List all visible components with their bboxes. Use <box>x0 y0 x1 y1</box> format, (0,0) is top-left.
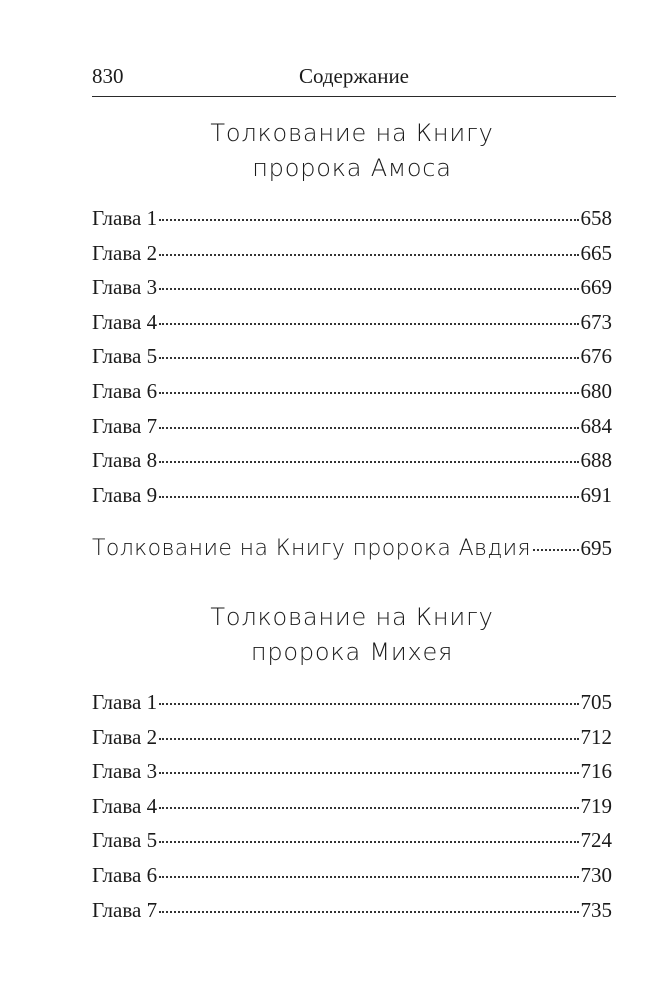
toc-entry-page: 673 <box>580 309 612 334</box>
toc-entry-label: Глава 2 <box>92 240 158 265</box>
section-heading-line: пророка Михея <box>250 638 454 666</box>
toc-entry-label: Глава 3 <box>92 759 158 784</box>
dot-leader <box>159 427 578 429</box>
toc-section-obadiah <box>92 536 612 561</box>
toc-entry-page: 658 <box>580 206 612 230</box>
toc-entry-page: 716 <box>580 759 612 784</box>
toc-entry-label: Глава 1 <box>92 206 158 230</box>
toc-entry[interactable] <box>92 310 612 345</box>
dot-leader <box>159 807 578 809</box>
toc-entry[interactable] <box>92 275 612 310</box>
toc-entry[interactable] <box>92 206 612 241</box>
section-heading <box>92 600 612 670</box>
dot-leader <box>159 772 578 774</box>
page-number: 830 <box>92 64 124 88</box>
toc-entry-page: 705 <box>580 690 612 714</box>
toc-entry-page: 735 <box>580 897 612 922</box>
dot-leader <box>159 288 578 290</box>
dot-leader <box>159 392 578 394</box>
section-heading-line: пророка Амоса <box>252 154 452 182</box>
toc-entry[interactable] <box>92 414 612 449</box>
toc-entry[interactable] <box>92 241 612 276</box>
toc-entry-label: Глава 5 <box>92 344 158 369</box>
toc-entry-page: 695 <box>580 536 612 560</box>
toc-entry-label: Глава 7 <box>92 413 158 438</box>
toc-entry[interactable] <box>92 690 612 725</box>
toc-list <box>92 690 612 932</box>
toc-entry[interactable] <box>92 536 612 561</box>
toc-entry-label: Толкование на Книгу пророка Авдия <box>92 536 531 561</box>
dot-leader <box>159 219 578 221</box>
toc-entry-label: Глава 4 <box>92 309 158 334</box>
toc-list <box>92 206 612 517</box>
toc-entry-page: 719 <box>580 793 612 818</box>
section-heading-line: Толкование на Книгу <box>210 119 494 147</box>
toc-entry-page: 684 <box>580 413 612 438</box>
toc-entry-page: 688 <box>580 448 612 473</box>
toc-entry[interactable] <box>92 828 612 863</box>
dot-leader <box>159 461 578 463</box>
running-head-title: Содержание <box>298 64 410 88</box>
dot-leader <box>159 703 578 705</box>
toc-entry-label: Глава 2 <box>92 724 158 749</box>
toc-entry-page: 680 <box>580 378 612 403</box>
toc-entry-page: 724 <box>580 828 612 853</box>
toc-entry[interactable] <box>92 344 612 379</box>
toc-entry-label: Глава 4 <box>92 793 158 818</box>
toc-entry-label: Глава 6 <box>92 862 158 887</box>
toc-entry[interactable] <box>92 794 612 829</box>
dot-leader <box>159 254 578 256</box>
running-head <box>92 58 616 97</box>
dot-leader <box>159 357 578 359</box>
dot-leader <box>159 496 578 498</box>
toc-entry[interactable] <box>92 483 612 518</box>
toc-entry[interactable] <box>92 759 612 794</box>
toc-entry[interactable] <box>92 863 612 898</box>
toc-entry-page: 712 <box>580 724 612 749</box>
toc-entry-label: Глава 1 <box>92 690 158 714</box>
toc-entry-page: 730 <box>580 862 612 887</box>
toc-entry-label: Глава 7 <box>92 897 158 922</box>
toc-section-amos <box>92 116 612 517</box>
dot-leader <box>159 323 578 325</box>
section-heading <box>92 116 612 186</box>
toc-entry[interactable] <box>92 725 612 760</box>
toc-entry[interactable] <box>92 379 612 414</box>
dot-leader <box>159 738 578 740</box>
dot-leader <box>159 841 578 843</box>
dot-leader <box>533 549 579 551</box>
toc-entry-page: 665 <box>580 240 612 265</box>
section-heading-line: Толкование на Книгу <box>210 603 494 631</box>
toc-entry-page: 691 <box>580 482 612 507</box>
toc-entry-label: Глава 5 <box>92 828 158 853</box>
toc-entry-label: Глава 8 <box>92 448 158 473</box>
toc-entry[interactable] <box>92 448 612 483</box>
toc-entry-label: Глава 3 <box>92 275 158 300</box>
toc-entry-page: 676 <box>580 344 612 369</box>
toc-section-micah <box>92 600 612 932</box>
dot-leader <box>159 876 578 878</box>
dot-leader <box>159 911 578 913</box>
toc-entry-label: Глава 9 <box>92 482 158 507</box>
toc-entry-label: Глава 6 <box>92 378 158 403</box>
toc-entry-page: 669 <box>580 275 612 300</box>
toc-entry[interactable] <box>92 898 612 933</box>
